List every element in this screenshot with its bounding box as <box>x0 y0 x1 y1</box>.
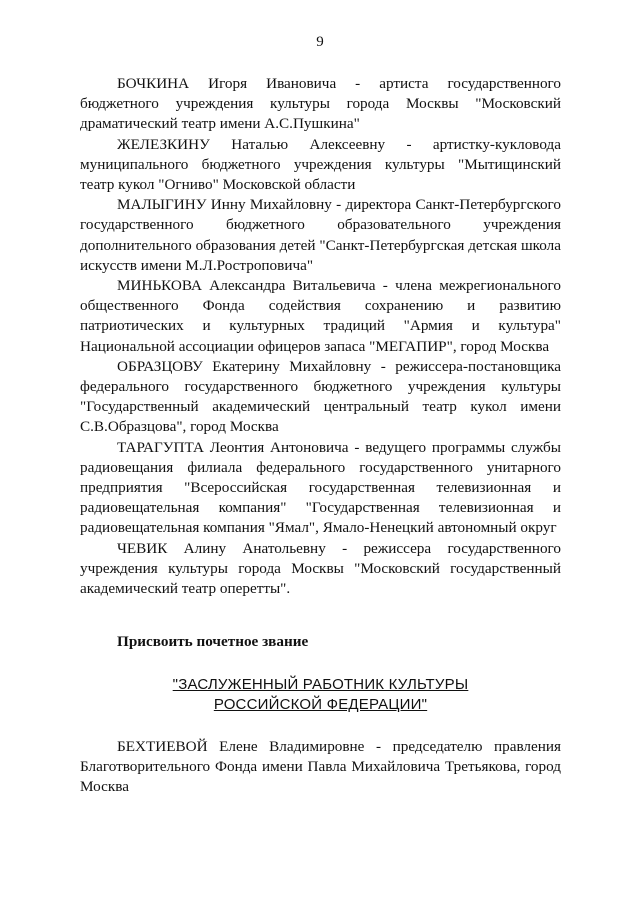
page-number: 9 <box>316 34 324 50</box>
award-entry: БОЧКИНА Игоря Ивановича - артиста государственного бюджетного учреждения культуры города Москвы "Московский драматический театр имени А.С.Пушкина" <box>80 75 561 133</box>
award-entry: МИНЬКОВА Александра Витальевича - члена межрегионального общественного Фонда содействия сохранению и развитию патриотических и культурных традиций "Армия и культура" Национальной ассоциации офицеров запаса "МЕГАПИР", город Москва <box>80 277 561 355</box>
honorary-title <box>80 675 561 715</box>
decree-heading: Присвоить почетное звание <box>117 633 309 650</box>
award-list <box>80 74 561 599</box>
award-entry: ЧЕВИК Алину Анатольевну - режиссера государственного учреждения культуры города Москвы "Московский государственный академический театр оперетты". <box>80 539 561 598</box>
award-entry: ОБРАЗЦОВУ Екатерину Михайловну - режиссера-постановщика федерального государственного бюджетного учреждения культуры "Государственный академический центральный театр кукол имени С.В.Образцова", город Москва <box>80 357 561 436</box>
honorary-title-line-1: "ЗАСЛУЖЕННЫЙ РАБОТНИК КУЛЬТУРЫ <box>172 676 469 693</box>
honorary-title-line-2: РОССИЙСКОЙ ФЕДЕРАЦИИ" <box>213 696 428 713</box>
award-entry: МАЛЫГИНУ Инну Михайловну - директора Санкт-Петербургского государственного бюджетного образовательного учреждения дополнительного образования детей "Санкт-Петербургская детская школа искусств имени М.Л.Ростроповича" <box>80 196 561 274</box>
recipient-entry: БЕХТИЕВОЙ Елене Владимировне - председателю правления Благотворительного Фонда имени Павла Михайловича Третьякова, город Москва <box>80 738 561 796</box>
award-entry: ЖЕЛЕЗКИНУ Наталью Алексеевну - артистку-кукловода муниципального бюджетного учреждения культуры "Мытищинский театр кукол "Огниво" Московской области <box>80 135 561 194</box>
award-entry: ТАРАГУПТА Леонтия Антоновича - ведущего программы службы радиовещания филиала федерального государственного унитарного предприятия "Всероссийская государственная телевизионная и радиовещательная компания" "Государственная телевизионная и радиовещательная компания "Ямал", Ямало-Ненецкий автономный округ <box>80 438 561 537</box>
recipient-list <box>80 737 561 798</box>
